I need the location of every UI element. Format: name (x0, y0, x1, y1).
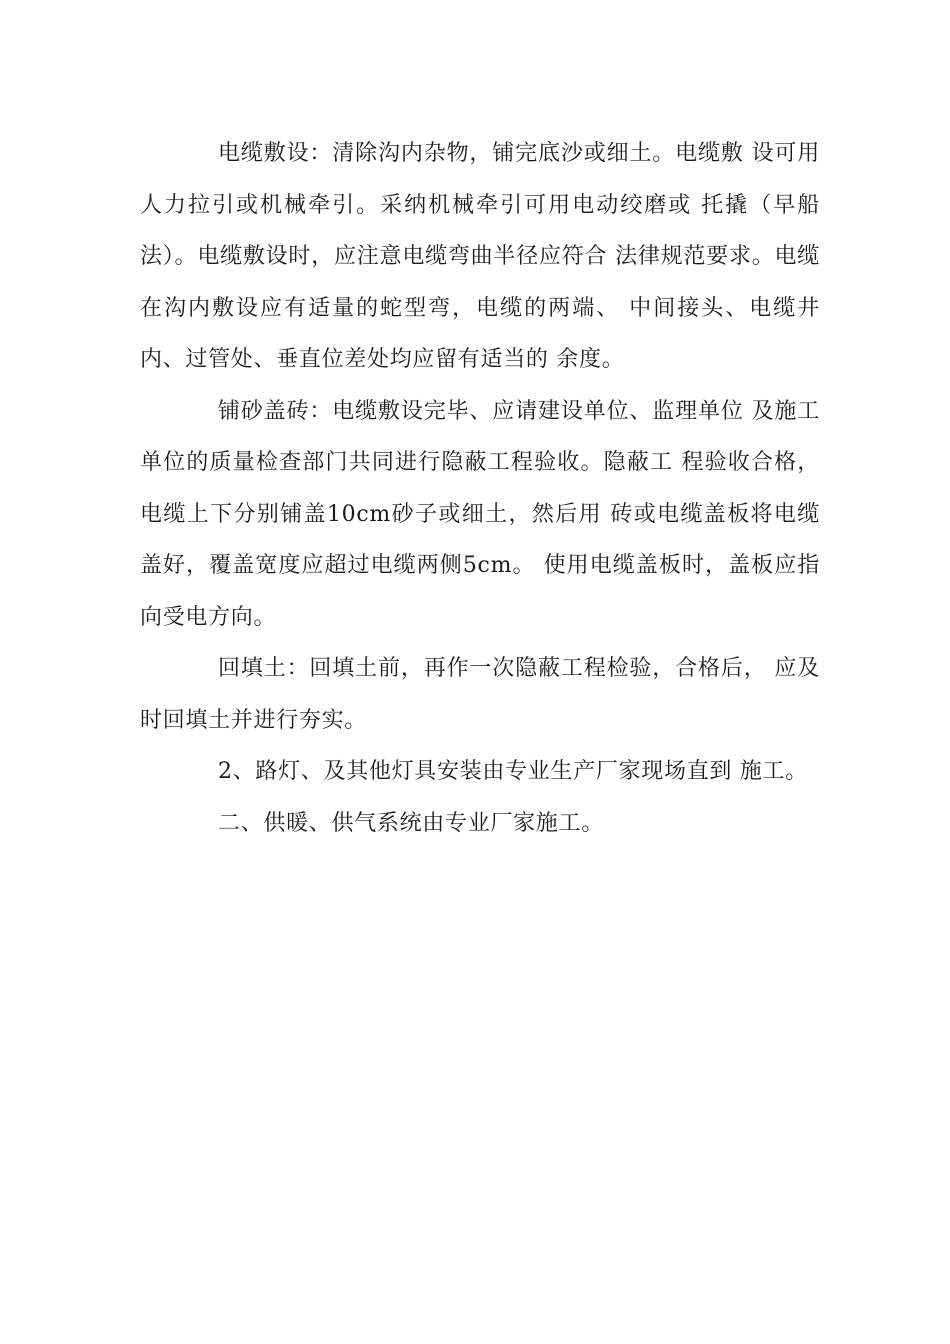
document-body (140, 128, 820, 849)
paragraph-street-lamps: 2、路灯、及其他灯具安装由专业生产厂家现场直到 施工。 (218, 759, 808, 784)
paragraph-cable-laying: 电缆敷设：清除沟内杂物，铺完底沙或细土。电缆敷 设可用人力拉引或机械牵引。采纳机械牵引可用电动绞磨或 托撬（早船法）。电缆敷设时，应注意电缆弯曲半径应符合 法律规范要求。电缆在沟内敷设应有适量的蛇型弯，电缆的两端、 中间接头、电缆井内、过管处、垂直位差处均应留有适当的 余度。 (140, 141, 820, 372)
paragraph-heating-gas: 二、供暖、供气系统由专业厂家施工。 (218, 810, 604, 836)
paragraph-backfill: 回填土：回填土前，再作一次隐蔽工程检验，合格后， 应及时回填土并进行夯实。 (140, 656, 820, 733)
paragraph-sand-and-brick: 铺砂盖砖：电缆敷设完毕、应请建设单位、监理单位 及施工单位的质量检查部门共同进行隐蔽工程验收。隐蔽工 程验收合格，电缆上下分别铺盖10cm砂子或细土，然后用 砖或电缆盖板将电缆盖好，覆盖宽度应超过电缆两侧5cm。 使用电缆盖板时，盖板应指向受电方向。 (140, 398, 820, 630)
